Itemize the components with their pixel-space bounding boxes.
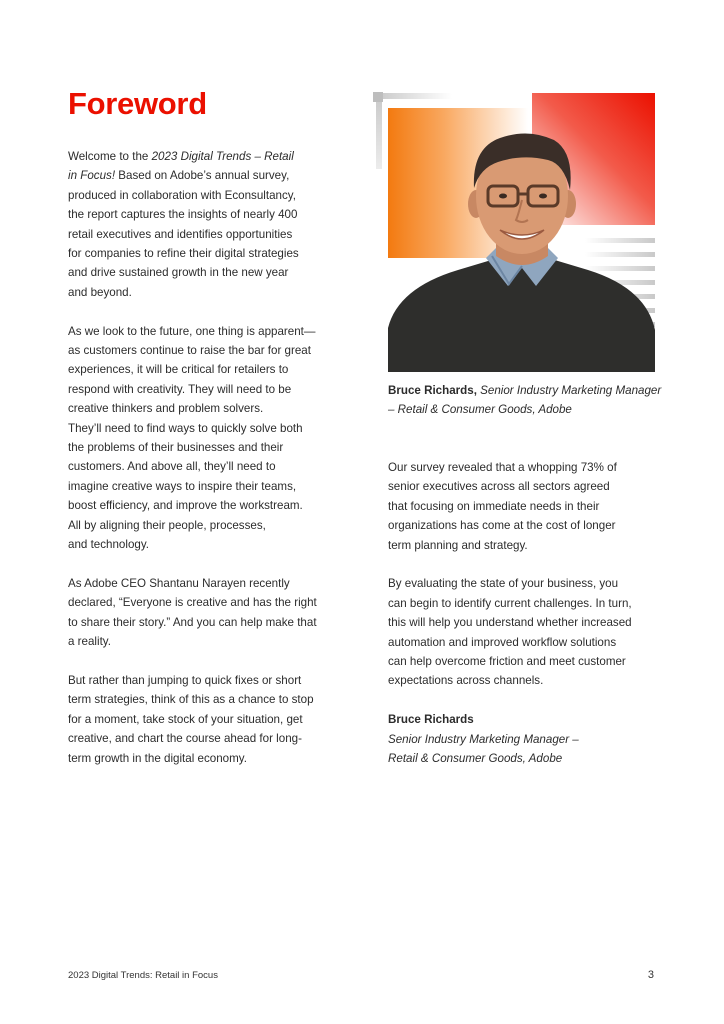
gray-bracket-horizontal	[376, 93, 452, 99]
signature-name: Bruce Richards	[388, 713, 474, 727]
gray-bracket-vertical	[376, 93, 382, 169]
left-column	[68, 147, 336, 787]
gray-bracket-corner	[373, 92, 383, 102]
report-name: 2023 Digital Trends – Retail	[151, 150, 294, 163]
strategy-paragraph: But rather than jumping to quick fixes or short term strategies, think of this as a chance to stop for a moment, take stock of your situation, get creative, and chart the course ahead for long- term growth in the digital economy.	[68, 673, 314, 765]
photo-caption: Bruce Richards, Senior Industry Marketing Manager – Retail & Consumer Goods, Adobe	[388, 384, 662, 417]
signature-title: Senior Industry Marketing Manager –	[388, 732, 579, 746]
caption-name: Bruce Richards,	[388, 384, 477, 397]
footer-doc-title: 2023 Digital Trends: Retail in Focus	[68, 970, 218, 981]
evaluation-paragraph: By evaluating the state of your business, you can begin to identify current challenges. In turn, this will help you understand whether increased automation and improved workflow solutions can help overcome friction and meet customer expectations across channels.	[388, 577, 632, 688]
page-number: 3	[647, 969, 654, 981]
right-column	[388, 458, 656, 788]
page-title: Foreword	[68, 86, 207, 121]
intro-paragraph: Welcome to the 2023 Digital Trends – Retail in Focus! Based on Adobe’s annual survey, produced in collaboration with Econsultancy, the report captures the insights of nearly 400 retail executives and identifies opportunities for companies to refine their digital strategies and drive sustained growth in the new year and beyond.	[68, 150, 299, 299]
ceo-quote-paragraph: As Adobe CEO Shantanu Narayen recently declared, “Everyone is creative and has the right to share their story.” And you can help make that a reality.	[68, 576, 317, 649]
portrait-illustration	[388, 108, 655, 372]
portrait-photo	[388, 108, 655, 372]
signature-block: Bruce Richards Senior Industry Marketing Manager – Retail & Consumer Goods, Adobe	[388, 710, 656, 768]
caption-role: Senior Industry Marketing Manager	[476, 384, 662, 397]
survey-paragraph: Our survey revealed that a whopping 73% of senior executives across all sectors agreed that focusing on immediate needs in their organizations has come at the cost of longer term planning and strategy.	[388, 461, 617, 552]
future-paragraph: As we look to the future, one thing is apparent— as customers continue to raise the bar for great experiences, it will be critical for retailers to respond with creativity. They will need to be creative thinkers and problem solvers. They’ll need to find ways to quickly solve both the problems of their businesses and their customers. And above all, they’ll need to imagine creative ways to inspire their teams, boost efficiency, and improve the workstream. All by aligning their people, processes, and technology.	[68, 324, 316, 552]
